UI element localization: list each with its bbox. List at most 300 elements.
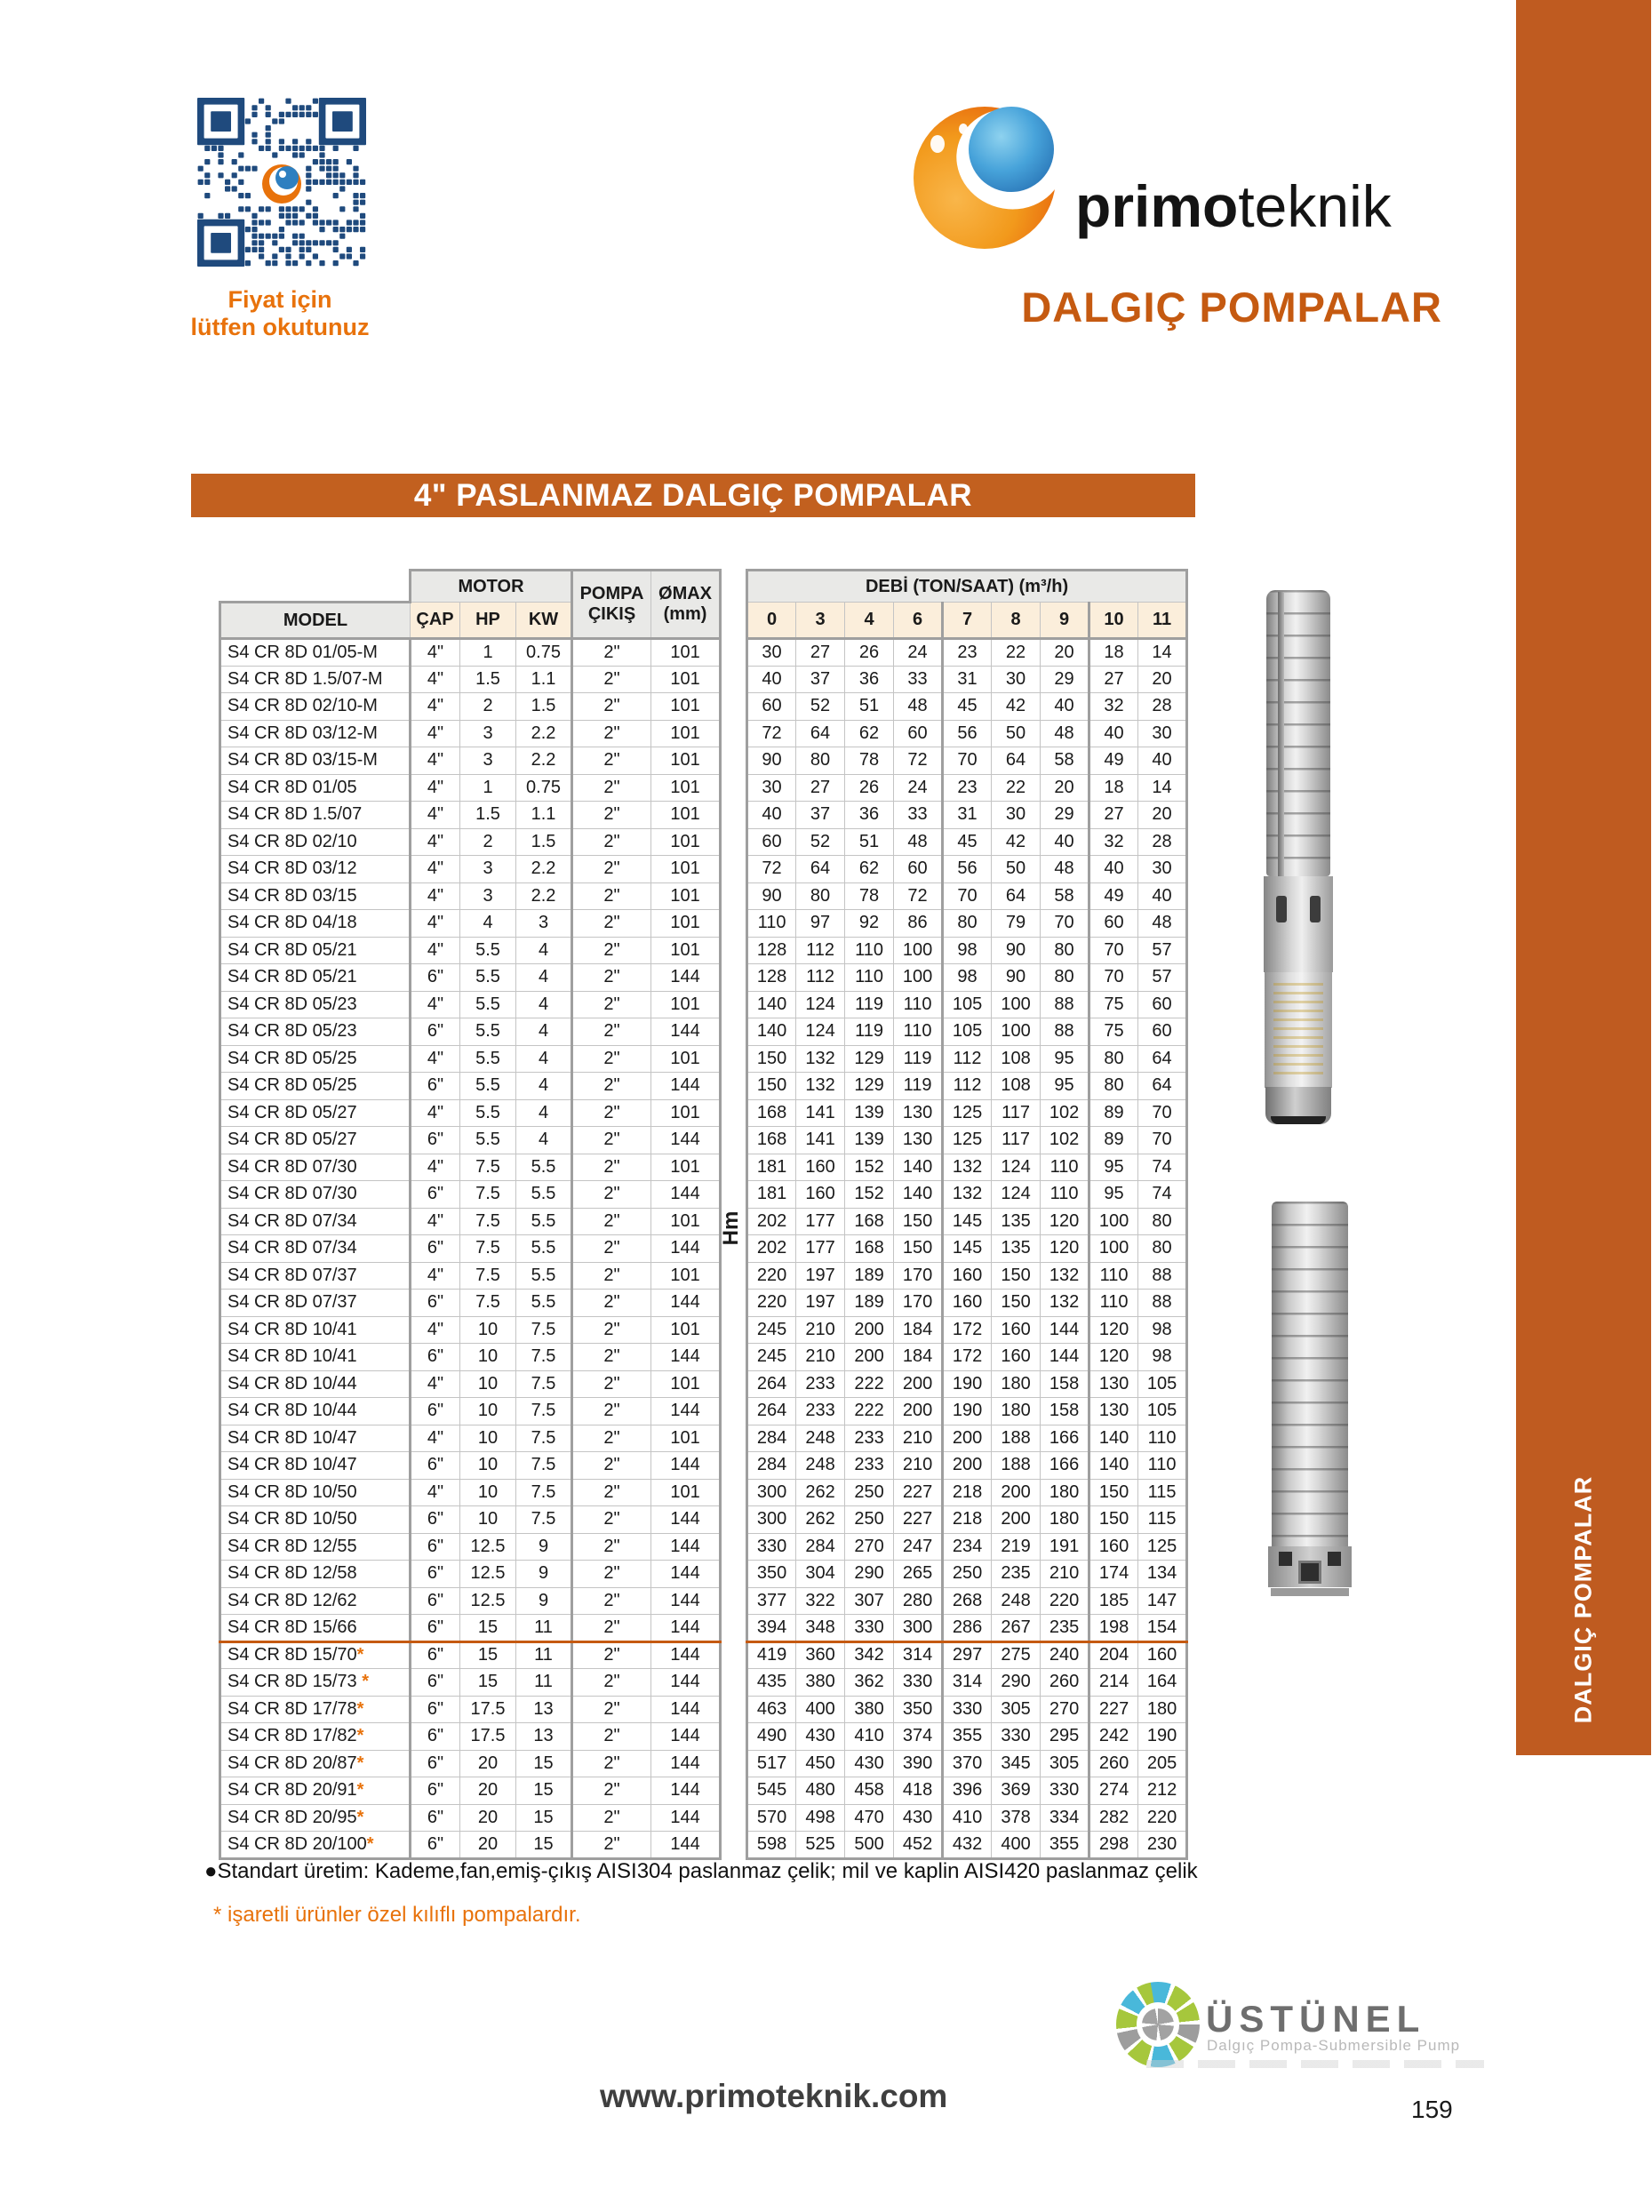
cap-cell: 6": [411, 1452, 460, 1480]
debi-cell: 298: [1089, 1832, 1138, 1859]
debi-cell: 200: [845, 1344, 894, 1371]
debi-col-header: 7: [943, 603, 992, 639]
hm-gap-cell: [721, 1561, 747, 1588]
debi-cell: 490: [747, 1723, 796, 1751]
omax-cell: 101: [651, 720, 721, 747]
debi-cell: 305: [1041, 1750, 1089, 1777]
cikis-cell: 2": [572, 1290, 651, 1317]
omax-cell: 101: [651, 991, 721, 1018]
hp-cell: 5.5: [460, 1045, 516, 1073]
omax-cell: 101: [651, 1479, 721, 1506]
primoteknik-logo-icon: [914, 107, 1056, 249]
cap-cell: 4": [411, 693, 460, 721]
hp-cell: 7.5: [460, 1235, 516, 1263]
debi-cell: 150: [992, 1290, 1041, 1317]
debi-cell: 190: [943, 1398, 992, 1425]
debi-cell: 342: [845, 1641, 894, 1669]
debi-cell: 125: [943, 1099, 992, 1127]
kw-cell: 11: [516, 1641, 572, 1669]
kw-cell: 2.2: [516, 856, 572, 883]
debi-cell: 270: [1041, 1696, 1089, 1723]
asterisk-marker: *: [356, 1807, 364, 1827]
cikis-cell: 2": [572, 1615, 651, 1642]
asterisk-marker: *: [356, 1726, 364, 1746]
debi-cell: 80: [796, 747, 845, 775]
debi-cell: 240: [1041, 1641, 1089, 1669]
brand-name-bold: primo: [1075, 173, 1239, 239]
cap-cell: 4": [411, 1154, 460, 1181]
hm-gap-cell: [721, 1696, 747, 1723]
debi-cell: 70: [1041, 910, 1089, 938]
kw-cell: 7.5: [516, 1316, 572, 1344]
website-url: www.primoteknik.com: [600, 2078, 948, 2114]
debi-cell: 105: [943, 1018, 992, 1046]
omax-cell: 101: [651, 666, 721, 693]
kw-cell: 9: [516, 1587, 572, 1615]
hp-cell: 10: [460, 1370, 516, 1398]
hm-gap-cell: [721, 1615, 747, 1642]
debi-cell: 190: [1138, 1723, 1187, 1751]
hm-gap-cell: [721, 1398, 747, 1425]
hm-gap-cell: [721, 1723, 747, 1751]
debi-cell: 210: [796, 1344, 845, 1371]
hm-gap-cell: [721, 1316, 747, 1344]
debi-cell: 180: [1138, 1696, 1187, 1723]
debi-cell: 219: [992, 1533, 1041, 1561]
cap-cell: 6": [411, 1344, 460, 1371]
hp-cell: 20: [460, 1750, 516, 1777]
hp-cell: 1.5: [460, 666, 516, 693]
debi-cell: 102: [1041, 1127, 1089, 1154]
debi-cell: 314: [943, 1669, 992, 1697]
debi-cell: 202: [747, 1208, 796, 1235]
cap-cell: 4": [411, 1208, 460, 1235]
hm-gap-cell: [721, 747, 747, 775]
cikis-cell: 2": [572, 1533, 651, 1561]
kw-cell: 5.5: [516, 1262, 572, 1290]
debi-cell: 250: [845, 1506, 894, 1534]
kw-cell: 7.5: [516, 1370, 572, 1398]
model-cell: S4 CR 8D 10/44: [220, 1370, 411, 1398]
hp-cell: 10: [460, 1452, 516, 1480]
model-cell: S4 CR 8D 12/62: [220, 1587, 411, 1615]
debi-cell: 64: [796, 720, 845, 747]
debi-cell: 117: [992, 1099, 1041, 1127]
debi-col-header: 6: [894, 603, 943, 639]
omax-cell: 144: [651, 1669, 721, 1697]
cap-cell: 6": [411, 1127, 460, 1154]
debi-cell: 314: [894, 1641, 943, 1669]
debi-cell: 22: [992, 774, 1041, 802]
debi-cell: 248: [796, 1425, 845, 1452]
cap-cell: 4": [411, 1370, 460, 1398]
hp-cell: 3: [460, 720, 516, 747]
kw-cell: 4: [516, 991, 572, 1018]
hp-cell: 20: [460, 1804, 516, 1832]
debi-cell: 79: [992, 910, 1041, 938]
pump2-inlet-hatch: [1298, 1561, 1321, 1584]
debi-cell: 30: [747, 774, 796, 802]
pump-photo-1: [1264, 590, 1333, 1124]
debi-cell: 95: [1041, 1045, 1089, 1073]
debi-cell: 172: [943, 1344, 992, 1371]
debi-cell: 120: [1041, 1235, 1089, 1263]
debi-cell: 150: [894, 1208, 943, 1235]
hp-cell: 1.5: [460, 802, 516, 829]
debi-cell: 58: [1041, 882, 1089, 910]
model-cell: S4 CR 8D 05/25: [220, 1045, 411, 1073]
hp-cell: 10: [460, 1316, 516, 1344]
model-cell: S4 CR 8D 07/30: [220, 1154, 411, 1181]
debi-cell: 450: [796, 1750, 845, 1777]
hp-cell: 3: [460, 882, 516, 910]
omax-cell: 144: [651, 1235, 721, 1263]
debi-cell: 89: [1089, 1099, 1138, 1127]
pump1-label-text: [1273, 983, 1323, 1075]
cikis-cell: 2": [572, 1099, 651, 1127]
debi-cell: 517: [747, 1750, 796, 1777]
debi-cell: 181: [747, 1181, 796, 1209]
debi-cell: 78: [845, 747, 894, 775]
omax-cell: 101: [651, 882, 721, 910]
model-cell: S4 CR 8D 17/78*: [220, 1696, 411, 1723]
cap-header: ÇAP: [411, 603, 460, 639]
debi-cell: 140: [894, 1181, 943, 1209]
debi-cell: 90: [747, 747, 796, 775]
cap-cell: 4": [411, 828, 460, 856]
debi-cell: 110: [845, 937, 894, 964]
debi-cell: 110: [1089, 1290, 1138, 1317]
omax-cell: 144: [651, 1018, 721, 1046]
cap-cell: 6": [411, 1641, 460, 1669]
debi-cell: 300: [747, 1479, 796, 1506]
cap-cell: 6": [411, 1398, 460, 1425]
motor-group-header: MOTOR: [411, 571, 572, 603]
hp-cell: 5.5: [460, 1099, 516, 1127]
debi-cell: 265: [894, 1561, 943, 1588]
hm-gap-cell: [721, 1370, 747, 1398]
debi-cell: 105: [1138, 1398, 1187, 1425]
debi-cell: 124: [992, 1181, 1041, 1209]
model-cell: S4 CR 8D 10/41: [220, 1344, 411, 1371]
debi-cell: 72: [747, 856, 796, 883]
cap-cell: 4": [411, 937, 460, 964]
hm-gap-cell: [721, 639, 747, 667]
debi-cell: 30: [1138, 856, 1187, 883]
model-cell: S4 CR 8D 12/55: [220, 1533, 411, 1561]
debi-cell: 227: [894, 1479, 943, 1506]
cap-cell: 4": [411, 1262, 460, 1290]
debi-cell: 233: [796, 1398, 845, 1425]
debi-cell: 410: [943, 1804, 992, 1832]
cikis-cell: 2": [572, 1208, 651, 1235]
debi-cell: 160: [1089, 1533, 1138, 1561]
debi-cell: 51: [845, 693, 894, 721]
cikis-cell: 2": [572, 1316, 651, 1344]
debi-cell: 140: [1089, 1452, 1138, 1480]
debi-cell: 33: [894, 666, 943, 693]
debi-cell: 80: [1089, 1045, 1138, 1073]
debi-cell: 150: [894, 1235, 943, 1263]
debi-cell: 110: [894, 991, 943, 1018]
debi-cell: 70: [1089, 964, 1138, 992]
debi-cell: 380: [845, 1696, 894, 1723]
debi-cell: 132: [796, 1073, 845, 1100]
debi-cell: 248: [992, 1587, 1041, 1615]
debi-cell: 158: [1041, 1370, 1089, 1398]
header-gap: [721, 571, 747, 603]
debi-cell: 124: [992, 1154, 1041, 1181]
cikis-cell: 2": [572, 639, 651, 667]
model-cell: S4 CR 8D 07/34: [220, 1208, 411, 1235]
asterisk-marker: *: [356, 1753, 364, 1773]
debi-cell: 264: [747, 1370, 796, 1398]
hm-gap-cell: [721, 882, 747, 910]
debi-cell: 330: [747, 1533, 796, 1561]
debi-cell: 233: [796, 1370, 845, 1398]
hp-cell: 7.5: [460, 1154, 516, 1181]
logo-watermark: [1146, 2060, 1484, 2068]
debi-cell: 86: [894, 910, 943, 938]
cap-cell: 6": [411, 1832, 460, 1859]
hp-cell: 17.5: [460, 1723, 516, 1751]
debi-cell: 48: [894, 693, 943, 721]
debi-cell: 98: [1138, 1344, 1187, 1371]
debi-cell: 28: [1138, 693, 1187, 721]
debi-cell: 98: [1138, 1316, 1187, 1344]
hp-cell: 3: [460, 856, 516, 883]
cikis-cell: 2": [572, 1506, 651, 1534]
omax-cell: 144: [651, 1452, 721, 1480]
hm-gap-cell: [721, 1099, 747, 1127]
debi-cell: 152: [845, 1181, 894, 1209]
cikis-cell: 2": [572, 1262, 651, 1290]
debi-cell: 108: [992, 1045, 1041, 1073]
debi-cell: 31: [943, 802, 992, 829]
hp-cell: 10: [460, 1506, 516, 1534]
debi-cell: 89: [1089, 1127, 1138, 1154]
cikis-cell: 2": [572, 1804, 651, 1832]
model-cell: S4 CR 8D 01/05-M: [220, 639, 411, 667]
debi-cell: 200: [992, 1479, 1041, 1506]
hp-cell: 2: [460, 828, 516, 856]
debi-cell: 545: [747, 1777, 796, 1805]
omax-cell: 144: [651, 1181, 721, 1209]
debi-cell: 400: [796, 1696, 845, 1723]
hm-gap-cell: [721, 1018, 747, 1046]
kw-cell: 4: [516, 1073, 572, 1100]
model-cell: S4 CR 8D 10/41: [220, 1316, 411, 1344]
debi-cell: 158: [1041, 1398, 1089, 1425]
pump1-ribbed-section: [1266, 590, 1330, 876]
debi-cell: 177: [796, 1235, 845, 1263]
model-cell: S4 CR 8D 03/12: [220, 856, 411, 883]
cikis-cell: 2": [572, 1587, 651, 1615]
kw-cell: 13: [516, 1723, 572, 1751]
omax-cell: 101: [651, 1208, 721, 1235]
debi-cell: 210: [796, 1316, 845, 1344]
hp-cell: 1: [460, 639, 516, 667]
debi-cell: 322: [796, 1587, 845, 1615]
debi-cell: 45: [943, 693, 992, 721]
debi-cell: 62: [845, 720, 894, 747]
debi-cell: 80: [1138, 1208, 1187, 1235]
debi-cell: 500: [845, 1832, 894, 1859]
kw-cell: 5.5: [516, 1181, 572, 1209]
hp-cell: 3: [460, 747, 516, 775]
debi-cell: 480: [796, 1777, 845, 1805]
debi-cell: 98: [943, 937, 992, 964]
debi-cell: 56: [943, 720, 992, 747]
hm-gap-cell: [721, 828, 747, 856]
debi-cell: 112: [796, 937, 845, 964]
model-cell: S4 CR 8D 20/100*: [220, 1832, 411, 1859]
hp-cell: 1: [460, 774, 516, 802]
cikis-cell: 2": [572, 856, 651, 883]
debi-cell: 80: [1041, 937, 1089, 964]
debi-cell: 60: [747, 828, 796, 856]
debi-cell: 394: [747, 1615, 796, 1642]
debi-cell: 150: [1089, 1506, 1138, 1534]
debi-cell: 300: [747, 1506, 796, 1534]
hm-gap-cell: [721, 1804, 747, 1832]
kw-cell: 3: [516, 910, 572, 938]
debi-cell: 139: [845, 1127, 894, 1154]
debi-cell: 51: [845, 828, 894, 856]
debi-cell: 140: [747, 1018, 796, 1046]
debi-cell: 24: [894, 639, 943, 667]
omax-cell: 101: [651, 693, 721, 721]
model-cell: S4 CR 8D 20/91*: [220, 1777, 411, 1805]
debi-cell: 40: [1089, 720, 1138, 747]
pump1-base: [1265, 1087, 1331, 1124]
hm-gap-cell: [721, 856, 747, 883]
hp-cell: 15: [460, 1669, 516, 1697]
cikis-cell: 2": [572, 1750, 651, 1777]
debi-cell: 60: [894, 720, 943, 747]
debi-cell: 72: [894, 747, 943, 775]
debi-col-header: 0: [747, 603, 796, 639]
omax-cell: 144: [651, 1506, 721, 1534]
debi-cell: 110: [894, 1018, 943, 1046]
debi-cell: 181: [747, 1154, 796, 1181]
debi-cell: 250: [845, 1479, 894, 1506]
qr-caption-line2: lütfen okutunuz: [190, 314, 370, 340]
debi-cell: 222: [845, 1370, 894, 1398]
debi-cell: 97: [796, 910, 845, 938]
kw-cell: 7.5: [516, 1506, 572, 1534]
kw-cell: 11: [516, 1615, 572, 1642]
model-cell: S4 CR 8D 04/18: [220, 910, 411, 938]
debi-cell: 166: [1041, 1452, 1089, 1480]
kw-cell: 11: [516, 1669, 572, 1697]
page-number: 159: [1411, 2096, 1453, 2123]
hm-gap-cell: [721, 1587, 747, 1615]
debi-cell: 75: [1089, 991, 1138, 1018]
cap-cell: 6": [411, 1073, 460, 1100]
debi-cell: 100: [992, 991, 1041, 1018]
debi-cell: 31: [943, 666, 992, 693]
debi-cell: 72: [747, 720, 796, 747]
hp-cell: 10: [460, 1398, 516, 1425]
debi-cell: 350: [747, 1561, 796, 1588]
debi-cell: 74: [1138, 1154, 1187, 1181]
debi-cell: 50: [992, 856, 1041, 883]
debi-cell: 27: [1089, 666, 1138, 693]
omax-cell: 101: [651, 639, 721, 667]
debi-cell: 180: [992, 1370, 1041, 1398]
hp-cell: 12.5: [460, 1533, 516, 1561]
brand-name-regular: teknik: [1238, 173, 1392, 239]
debi-cell: 60: [894, 856, 943, 883]
model-cell: S4 CR 8D 01/05: [220, 774, 411, 802]
debi-cell: 27: [796, 774, 845, 802]
hm-axis-label: Hm: [719, 1210, 743, 1246]
asterisk-marker: *: [356, 1780, 364, 1801]
debi-cell: 188: [992, 1452, 1041, 1480]
hm-gap-cell: [721, 1344, 747, 1371]
qr-caption: [169, 286, 391, 341]
debi-cell: 70: [1089, 937, 1138, 964]
debi-cell: 130: [1089, 1398, 1138, 1425]
debi-cell: 80: [1138, 1235, 1187, 1263]
debi-cell: 105: [943, 991, 992, 1018]
debi-cell: 400: [992, 1832, 1041, 1859]
cap-cell: 6": [411, 1750, 460, 1777]
debi-cell: 52: [796, 693, 845, 721]
debi-cell: 282: [1089, 1804, 1138, 1832]
kw-cell: 7.5: [516, 1425, 572, 1452]
model-cell: S4 CR 8D 1.5/07: [220, 802, 411, 829]
kw-cell: 4: [516, 1018, 572, 1046]
debi-cell: 164: [1138, 1669, 1187, 1697]
debi-cell: 60: [1089, 910, 1138, 938]
debi-cell: 286: [943, 1615, 992, 1642]
debi-cell: 125: [1138, 1533, 1187, 1561]
debi-cell: 396: [943, 1777, 992, 1805]
omax-cell: 144: [651, 1750, 721, 1777]
debi-cell: 377: [747, 1587, 796, 1615]
debi-cell: 112: [943, 1073, 992, 1100]
debi-cell: 135: [992, 1235, 1041, 1263]
debi-cell: 42: [992, 828, 1041, 856]
debi-cell: 14: [1138, 774, 1187, 802]
debi-cell: 160: [796, 1181, 845, 1209]
debi-cell: 168: [747, 1127, 796, 1154]
debi-cell: 274: [1089, 1777, 1138, 1805]
debi-cell: 220: [1041, 1587, 1089, 1615]
model-cell: S4 CR 8D 10/50: [220, 1506, 411, 1534]
debi-cell: 227: [1089, 1696, 1138, 1723]
side-banner-label: DALGIÇ POMPALAR: [1569, 1475, 1597, 1724]
cikis-cell: 2": [572, 802, 651, 829]
cap-cell: 6": [411, 1587, 460, 1615]
debi-cell: 37: [796, 666, 845, 693]
debi-cell: 115: [1138, 1479, 1187, 1506]
debi-cell: 350: [894, 1696, 943, 1723]
debi-col-header: 9: [1041, 603, 1089, 639]
kw-cell: 4: [516, 1045, 572, 1073]
omax-cell: 144: [651, 1696, 721, 1723]
model-cell: S4 CR 8D 05/27: [220, 1127, 411, 1154]
cikis-cell: 2": [572, 1398, 651, 1425]
hp-cell: 10: [460, 1425, 516, 1452]
debi-cell: 235: [1041, 1615, 1089, 1642]
debi-cell: 154: [1138, 1615, 1187, 1642]
omax-cell: 101: [651, 1045, 721, 1073]
debi-cell: 30: [1138, 720, 1187, 747]
cap-cell: 4": [411, 802, 460, 829]
